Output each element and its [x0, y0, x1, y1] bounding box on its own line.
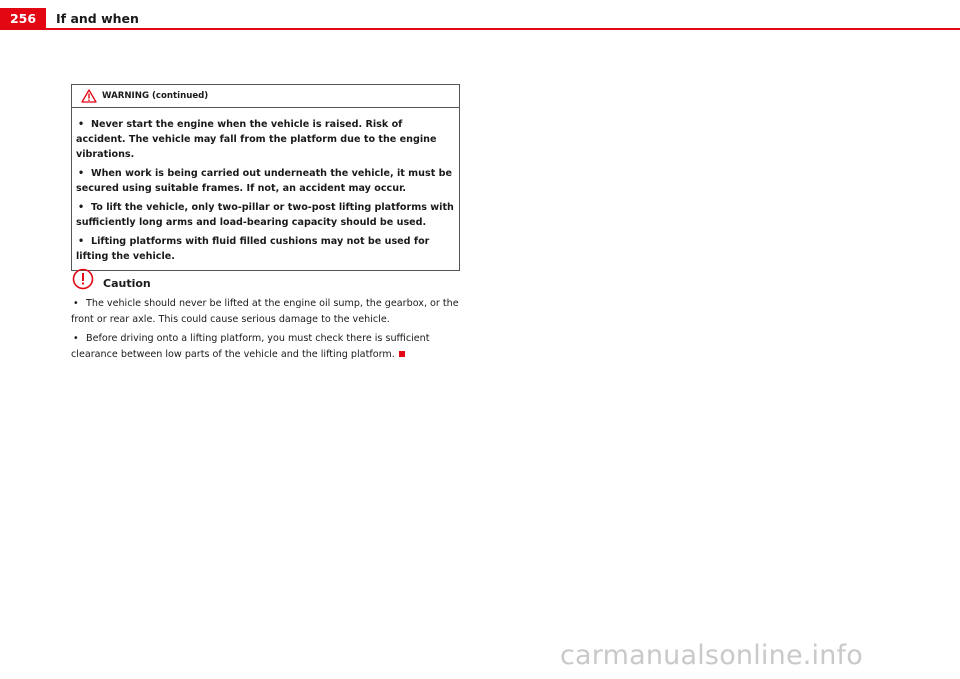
warning-item: • To lift the vehicle, only two-pillar or two-post lifting platforms with sufficiently long arms and load-bearing capacity should be used. [76, 202, 454, 228]
caution-label: Caution [103, 277, 151, 290]
section-end-mark [399, 351, 405, 357]
watermark: carmanualsonline.info [560, 640, 863, 671]
bullet-icon: • [78, 119, 85, 130]
page-number: 256 [0, 8, 46, 30]
warning-item: • Lifting platforms with fluid filled cushions may not be used for lifting the vehicle. [76, 236, 430, 262]
bullet-icon: • [78, 202, 85, 213]
warning-box [71, 84, 460, 271]
caution-body [71, 296, 463, 362]
warning-label: WARNING (continued) [102, 91, 209, 101]
warning-body [72, 108, 459, 270]
warning-header [72, 85, 459, 108]
caution-section [71, 268, 463, 366]
page-header [0, 0, 960, 30]
bullet-icon: • [73, 333, 79, 344]
bullet-icon: • [78, 168, 85, 179]
caution-item: • Before driving onto a lifting platform, you must check there is sufficient clearance between low parts of the vehicle and the lifting platform. [71, 333, 430, 360]
warning-item: • Never start the engine when the vehicle is raised. Risk of accident. The vehicle may fall from the platform due to the engine vibrations. [76, 119, 437, 160]
caution-header [71, 268, 463, 292]
header-rule [0, 28, 960, 30]
bullet-icon: • [78, 236, 85, 247]
warning-triangle-icon [81, 89, 97, 103]
bullet-icon: • [73, 298, 79, 309]
caution-item: • The vehicle should never be lifted at the engine oil sump, the gearbox, or the front or rear axle. This could cause serious damage to the vehicle. [71, 298, 459, 325]
chapter-title: If and when [56, 11, 139, 26]
warning-item: • When work is being carried out underneath the vehicle, it must be secured using suitable frames. If not, an accident may occur. [76, 168, 452, 194]
caution-exclamation-icon [72, 268, 94, 290]
